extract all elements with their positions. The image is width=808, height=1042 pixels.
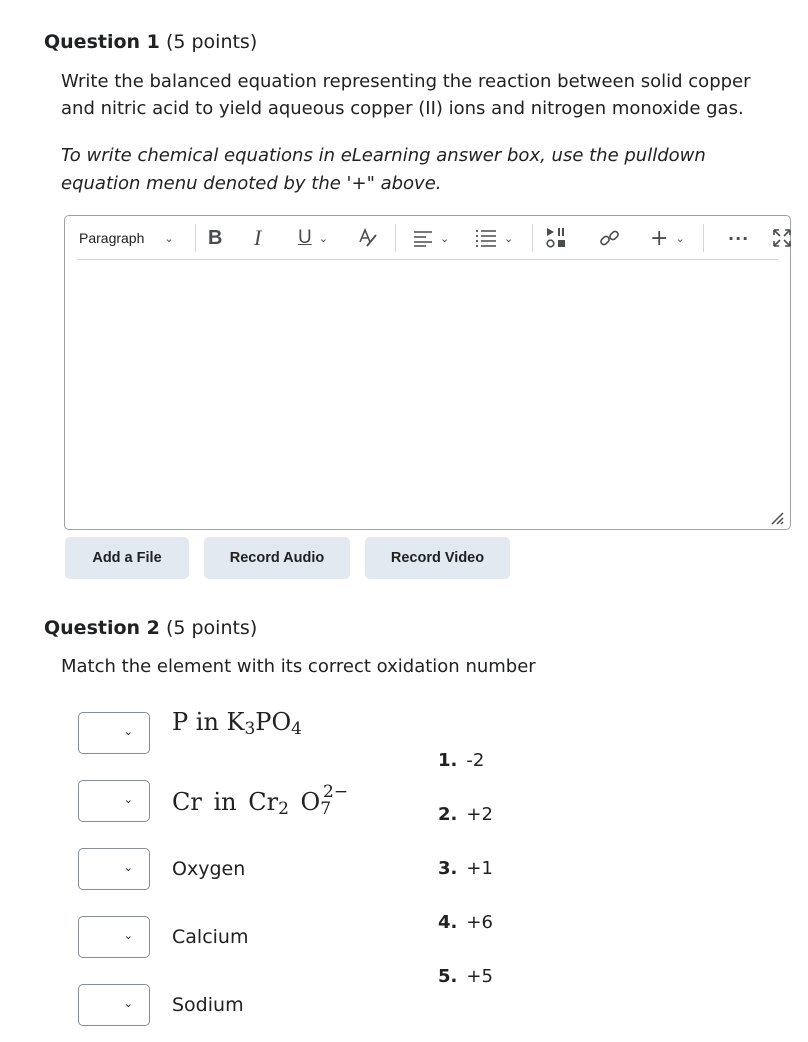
insert-media-icon: [546, 227, 568, 249]
toolbar-divider: [195, 224, 196, 252]
paragraph-format-label: Paragraph: [79, 230, 145, 246]
list-button[interactable]: [475, 224, 513, 252]
answer-editor[interactable]: [64, 215, 791, 530]
plus-icon: +: [650, 225, 669, 251]
toolbar-divider: [532, 224, 533, 252]
insert-media-button[interactable]: [546, 224, 568, 252]
bold-button[interactable]: B: [208, 226, 223, 249]
link-icon: [599, 227, 621, 249]
match-item-5-label: Sodium: [172, 994, 244, 1016]
expand-icon: [772, 228, 792, 248]
editor-toolbar: [77, 216, 778, 260]
match-select-2[interactable]: [78, 780, 150, 822]
chevron-down-icon: ⌄: [123, 793, 133, 806]
question-1-title: Question 1: [44, 31, 160, 53]
question-2-prompt: Match the element with its correct oxidation number: [61, 656, 536, 677]
match-select-1[interactable]: [78, 712, 150, 754]
align-left-icon: [413, 229, 433, 247]
chevron-down-icon: ⌄: [318, 231, 328, 245]
match-item-2-label: Cr in $Cr_2$ $O_7^{2-}$: [172, 782, 349, 819]
match-item-3-label: Oxygen: [172, 858, 246, 880]
option-3: 3. +1: [438, 858, 493, 879]
question-1-points: (5 points): [165, 31, 258, 53]
record-audio-button[interactable]: Record Audio: [204, 537, 350, 579]
more-actions-button[interactable]: [728, 224, 749, 252]
chevron-down-icon: ⌄: [123, 861, 133, 874]
text-color-icon: [357, 228, 379, 248]
underline-button[interactable]: [298, 224, 328, 252]
insert-menu-button[interactable]: [650, 224, 685, 252]
align-button[interactable]: [413, 224, 449, 252]
option-5: 5. +5: [438, 966, 493, 987]
toolbar-divider: [703, 224, 704, 252]
add-file-button[interactable]: Add a File: [65, 537, 189, 579]
match-item-1-label: P in $K_3PO_4$: [172, 708, 302, 739]
question-1-heading: [44, 30, 257, 54]
question-2-title: Question 2: [44, 617, 160, 639]
toolbar-divider: [395, 224, 396, 252]
underline-icon: U: [298, 227, 312, 248]
more-icon: ···: [728, 228, 750, 248]
chevron-down-icon: ⌄: [675, 231, 685, 245]
chevron-down-icon: ⌄: [123, 929, 133, 942]
chevron-down-icon: ⌄: [164, 232, 174, 245]
resize-handle-icon[interactable]: [770, 511, 784, 525]
match-select-4[interactable]: [78, 916, 150, 958]
italic-button[interactable]: I: [254, 225, 262, 250]
match-select-3[interactable]: [78, 848, 150, 890]
paragraph-format-dropdown[interactable]: [79, 224, 174, 252]
chevron-down-icon: ⌄: [504, 231, 514, 245]
list-icon: [475, 229, 497, 247]
option-2: 2. +2: [438, 804, 493, 825]
record-video-button[interactable]: Record Video: [365, 537, 510, 579]
match-select-5[interactable]: [78, 984, 150, 1026]
text-color-button[interactable]: [357, 224, 379, 252]
fullscreen-button[interactable]: [772, 224, 792, 252]
match-item-4-label: Calcium: [172, 926, 249, 948]
option-1: 1. -2: [438, 750, 485, 771]
insert-link-button[interactable]: [599, 224, 621, 252]
chevron-down-icon: ⌄: [123, 725, 133, 738]
option-4: 4. +6: [438, 912, 493, 933]
question-2-heading: [44, 616, 257, 640]
question-1-prompt: Write the balanced equation representing the reaction between solid copper and nitric acid to yield aqueous copper (II) ions and nitrogen monoxide gas.: [61, 71, 751, 119]
chevron-down-icon: ⌄: [440, 231, 450, 245]
question-2-points: (5 points): [165, 617, 258, 639]
chevron-down-icon: ⌄: [123, 997, 133, 1010]
question-1-hint: To write chemical equations in eLearning answer box, use the pulldown equation menu denoted by the '+" above.: [61, 145, 706, 194]
